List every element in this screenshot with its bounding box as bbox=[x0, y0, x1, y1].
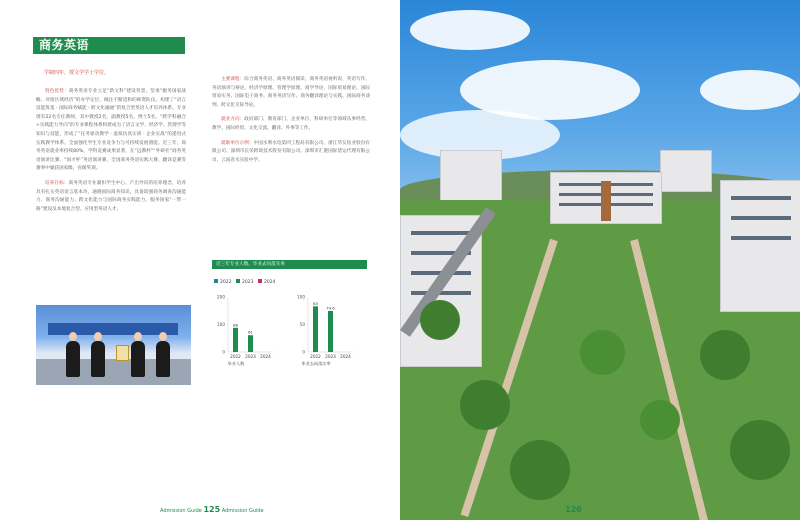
goal-text: 商务英语专业紧扣学生中心、产出导向的培养理念，培养具有扎实英语语言基本功，通晓国际商务知识，具备较强商务调查沟通能力、商务沟通能力、跨文化能力与国际商务实践能力，服务国家“一带一路”建设及本地复合型、应用型英语人才。 bbox=[36, 180, 186, 212]
y-tick-label: 200 bbox=[217, 294, 225, 300]
legend-label: 2024 bbox=[264, 280, 276, 285]
y-tick-label: 0 bbox=[222, 349, 225, 355]
chart-section-title: 近三年专业人数、毕业去向落实率 bbox=[212, 260, 367, 269]
x-tick-label: 2023 bbox=[325, 354, 336, 359]
y-tick-label: 0 bbox=[302, 349, 305, 355]
x-tick-label: 2022 bbox=[310, 354, 321, 359]
y-tick-label: 100 bbox=[217, 322, 225, 327]
page-number-left: 125 bbox=[203, 505, 221, 514]
x-tick-label: 2024 bbox=[340, 354, 351, 359]
tree bbox=[700, 330, 750, 380]
employers-label: 就职单位示例： bbox=[221, 140, 254, 146]
courses-text: 综合商务英语、商务英语阅读、商务英语视听说、英语写作、英语演讲与辩论、经济学原理、管理学原理、商学导论、国际贸易理论、国际贸易实务、国际电子商务、商务英语写作、商务翻译理论与实践、国际商务谈判、跨文化交际导论。 bbox=[212, 77, 370, 108]
legend-swatch bbox=[214, 279, 218, 283]
legend-swatch bbox=[258, 279, 262, 283]
career-label: 就业方向： bbox=[221, 117, 245, 123]
bar bbox=[233, 328, 238, 352]
y-tick-label: 50 bbox=[299, 322, 305, 327]
bar-value-label: 83 bbox=[313, 300, 318, 306]
footer-guide-text: Admission Guide bbox=[221, 508, 264, 514]
footer-left bbox=[160, 505, 264, 514]
bar bbox=[328, 311, 333, 352]
page-number-right: 126 bbox=[565, 505, 582, 514]
courses-label: 主要课程： bbox=[221, 77, 245, 82]
bar-value-label: 61 bbox=[248, 329, 253, 335]
x-tick-label: 2024 bbox=[260, 354, 271, 359]
footer-guide-text: Admission Guide bbox=[160, 508, 202, 514]
main-building bbox=[550, 172, 662, 224]
feature-text: 商务英语专业立足“新文科”建设背景，坚承“服务国家战略、对接区域经济”的办学定位，倾注不断适和的师资队伍，构建了“语言技能筑基 · 国际商务赋能 · 跨文化融通”的复合型英语人才培养体系。专业现有22名专任教师，其中教授2名，副教授5名，博士5名。“跨学科融合+实践能力导向”的专业课程体系构建成为了语言文学、经济学、管理学等知识与技能，形成了“任务驱动教学 · 虚拟仿真实训 · 企业实战”的递进式实践教学体系。全面强化学生专业竞争力与可持续发展潜能。近三年，商务英语就业率持续80%，学科竞赛成果显著，在“远教杯”“外研社”商务英语演讲比赛、“国才杯”英语演讲赛、全国商务英语实践大赛、翻译竞赛等赛事中屡获国家级、省级奖项。 bbox=[36, 89, 186, 172]
tree bbox=[460, 380, 510, 430]
x-axis-label: 毕业人数 bbox=[227, 361, 245, 366]
legend-label: 2022 bbox=[220, 280, 232, 285]
background-building bbox=[660, 150, 712, 192]
x-tick-label: 2023 bbox=[245, 354, 256, 359]
x-tick-label: 2022 bbox=[230, 354, 241, 359]
feature-label: 特色优势： bbox=[45, 89, 69, 94]
right-building bbox=[720, 180, 800, 312]
cloud bbox=[700, 70, 800, 110]
tree bbox=[730, 420, 790, 480]
degree-subtitle: 学制四年，授文学学士学位。 bbox=[44, 70, 110, 76]
tree bbox=[510, 440, 570, 500]
career-text: 政府部门、教育部门、企业单位、科研单位等领域从事经营、教学、国际经贸、文化交流、翻译、外事等工作。 bbox=[212, 117, 370, 131]
section-title: 商务英语 bbox=[33, 37, 185, 54]
bar bbox=[313, 306, 318, 352]
bar bbox=[248, 335, 253, 352]
y-tick-label: 100 bbox=[297, 294, 305, 300]
tree bbox=[580, 330, 625, 375]
bar-value-label: 74.6 bbox=[326, 305, 335, 311]
legend-swatch bbox=[236, 279, 240, 283]
campus-photo bbox=[400, 0, 800, 520]
legend-label: 2023 bbox=[242, 280, 254, 285]
cloud bbox=[410, 10, 530, 50]
background-building bbox=[440, 150, 502, 202]
goal-label: 培养目标： bbox=[45, 180, 69, 186]
x-axis-label: 毕业去向落实率 bbox=[301, 361, 331, 366]
tree bbox=[420, 300, 460, 340]
employers-text: 中国水利水电第四工程局有限公司、浙江华友钴业股份有限公司、深圳市长荣跨境技术股份有限公司、深圳市汇港国际货运代理有限公司、云南省水实验中学。 bbox=[212, 140, 370, 163]
tree bbox=[640, 400, 680, 440]
bar-value-label: 88 bbox=[233, 322, 238, 328]
